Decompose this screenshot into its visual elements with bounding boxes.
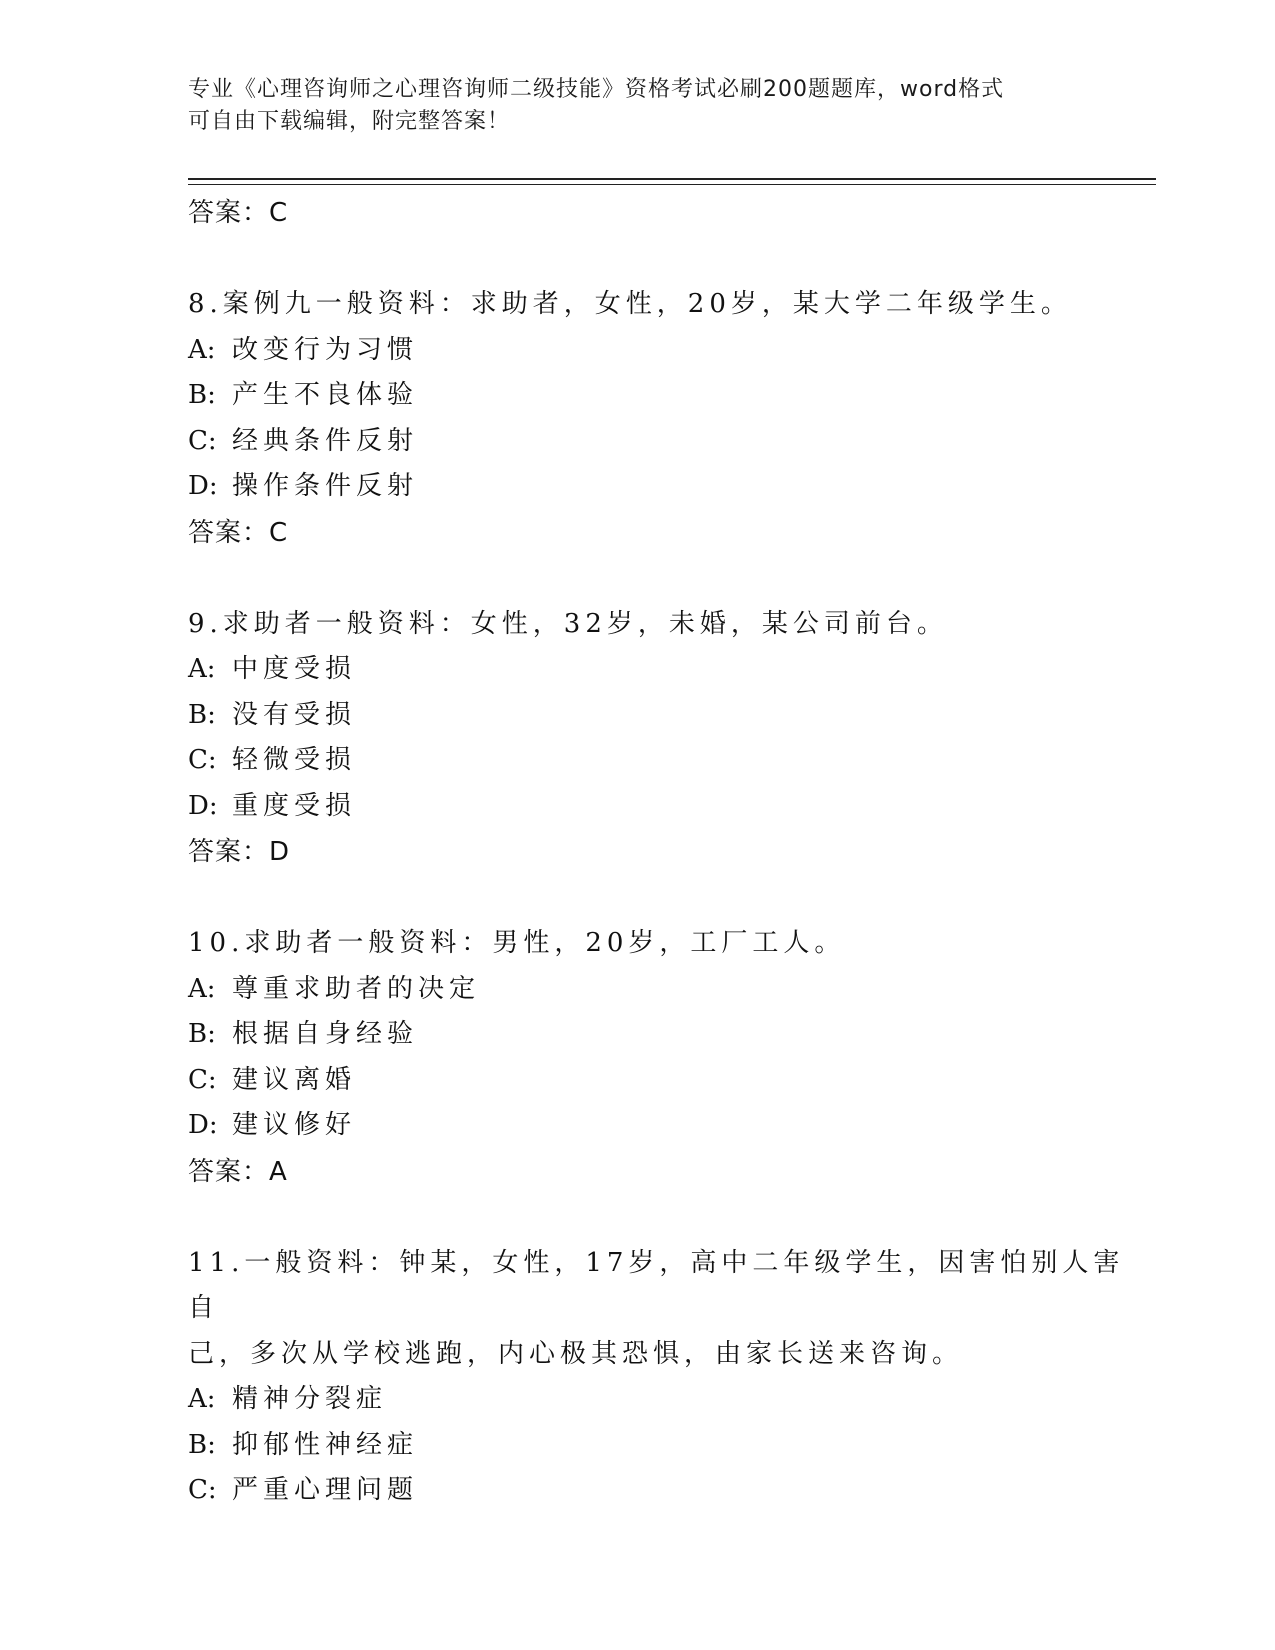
option-key: D: bbox=[188, 790, 218, 821]
option-key: B: bbox=[188, 1429, 216, 1460]
option-b bbox=[188, 373, 1138, 419]
answer-line: 答案：C bbox=[188, 198, 289, 228]
option-d bbox=[188, 784, 1138, 830]
option-key: A: bbox=[188, 1384, 216, 1414]
option-key: C: bbox=[188, 745, 217, 775]
option-a bbox=[188, 967, 1138, 1013]
header-divider bbox=[188, 178, 1156, 185]
option-b bbox=[188, 1012, 1138, 1058]
question-text-line-2: 己，多次从学校逃跑，内心极其恐惧，由家长送来咨询。 bbox=[188, 1338, 964, 1369]
option-a bbox=[188, 328, 1138, 374]
question-11 bbox=[188, 1241, 1138, 1514]
option-text: 操作条件反射 bbox=[232, 471, 419, 501]
option-key: C: bbox=[188, 1064, 217, 1095]
option-b bbox=[188, 1423, 1138, 1469]
question-text: 9.求助者一般资料：女性，32岁，未婚，某公司前台。 bbox=[188, 608, 948, 639]
option-text: 抑郁性神经症 bbox=[232, 1429, 419, 1460]
question-10 bbox=[188, 921, 1138, 1195]
option-text: 产生不良体验 bbox=[232, 380, 419, 410]
option-text: 重度受损 bbox=[232, 790, 357, 821]
answer-line: 答案：C bbox=[188, 517, 289, 548]
header-line-2: 可自由下载编辑，附完整答案！ bbox=[188, 109, 511, 134]
option-text: 改变行为习惯 bbox=[232, 334, 419, 365]
option-key: D: bbox=[188, 471, 218, 501]
option-key: D: bbox=[188, 1110, 218, 1140]
question-text: 10.求助者一般资料：男性，20岁，工厂工人。 bbox=[188, 928, 846, 958]
option-d bbox=[188, 464, 1138, 510]
option-key: C: bbox=[188, 1475, 217, 1505]
option-a bbox=[188, 1377, 1138, 1423]
option-c bbox=[188, 1058, 1138, 1104]
option-key: A: bbox=[188, 973, 216, 1004]
option-text: 没有受损 bbox=[232, 699, 357, 730]
option-text: 中度受损 bbox=[232, 654, 357, 684]
option-text: 建议离婚 bbox=[232, 1064, 357, 1095]
option-c bbox=[188, 419, 1138, 465]
option-text: 严重心理问题 bbox=[232, 1475, 419, 1505]
option-key: B: bbox=[188, 380, 216, 410]
question-text-line-1: 11.一般资料：钟某，女性，17岁，高中二年级学生，因害怕别人害自 bbox=[188, 1247, 1125, 1323]
option-key: B: bbox=[188, 699, 216, 730]
option-text: 轻微受损 bbox=[232, 745, 357, 775]
question-list bbox=[188, 190, 1138, 1514]
option-key: C: bbox=[188, 425, 217, 456]
option-text: 尊重求助者的决定 bbox=[232, 973, 481, 1004]
question-9 bbox=[188, 602, 1138, 876]
document-header bbox=[188, 74, 1088, 138]
option-text: 经典条件反射 bbox=[232, 425, 419, 456]
question-8 bbox=[188, 282, 1138, 556]
option-a bbox=[188, 647, 1138, 693]
header-line-1: 专业《心理咨询师之心理咨询师二级技能》资格考试必刷200题题库，word格式 bbox=[188, 77, 1005, 102]
option-text: 精神分裂症 bbox=[232, 1384, 388, 1414]
option-key: B: bbox=[188, 1019, 216, 1049]
option-text: 根据自身经验 bbox=[232, 1019, 419, 1049]
answer-line: 答案：D bbox=[188, 837, 291, 867]
answer-line: 答案：A bbox=[188, 1156, 288, 1187]
option-d bbox=[188, 1103, 1138, 1149]
option-c bbox=[188, 738, 1138, 784]
option-key: A: bbox=[188, 334, 216, 365]
option-text: 建议修好 bbox=[232, 1110, 357, 1140]
option-c bbox=[188, 1468, 1138, 1514]
option-key: A: bbox=[188, 654, 216, 684]
question-text: 8.案例九一般资料：求助者，女性，20岁，某大学二年级学生。 bbox=[188, 289, 1072, 319]
option-b bbox=[188, 693, 1138, 739]
